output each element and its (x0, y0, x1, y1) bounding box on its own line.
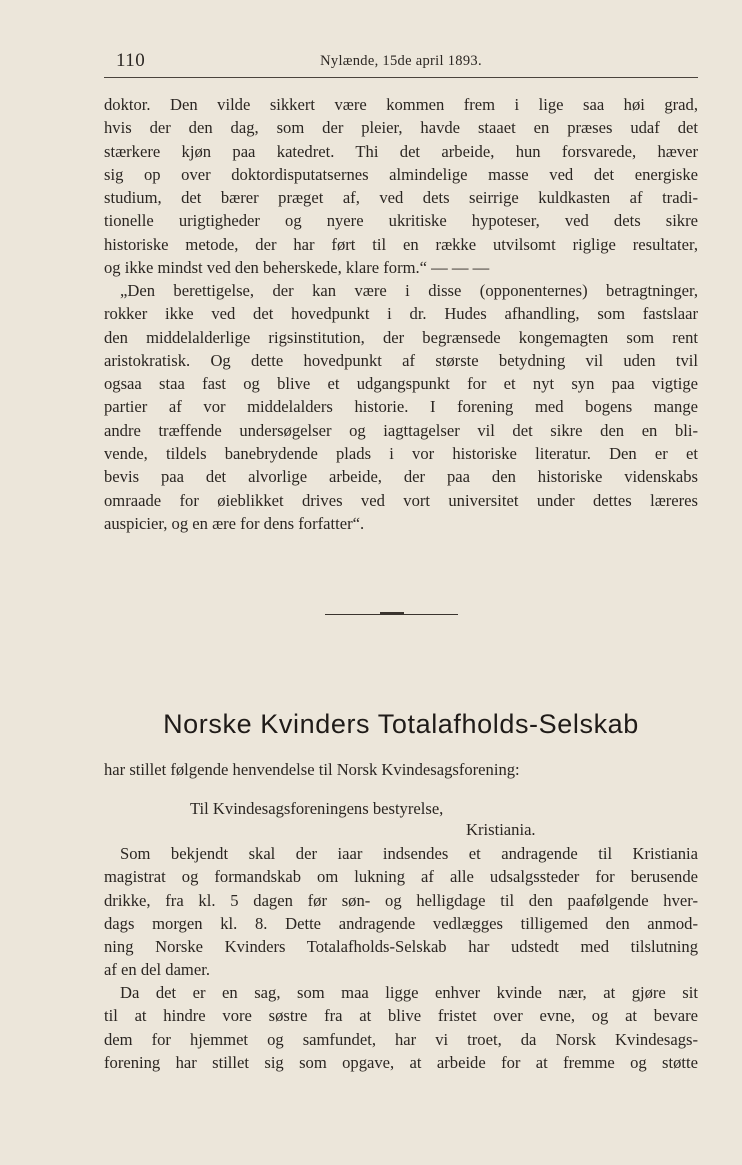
letter-place: Kristiania. (466, 820, 536, 839)
header-rule (104, 77, 698, 78)
text-line: historiske metode, der har ført til en række utvilsomt riglige resultater, (104, 234, 698, 254)
paragraph-som-bekjendt (104, 842, 698, 982)
page-header (104, 48, 698, 78)
text-line: auspicier, og en ære for dens forfatter“. (104, 513, 365, 533)
text-line: Som bekjendt skal der iaar indsendes et andragende til Kristiania (120, 844, 698, 863)
text-line: andre træffende undersøgelser og iagttagelser vil det sikre den en bli- (104, 420, 698, 440)
text-line: til at hindre vore søstre fra at blive fristet over evne, og at bevare (104, 1006, 698, 1026)
text-line: forening har stillet sig som opgave, at arbeide for at fremme og støtte (104, 1052, 698, 1072)
section-title: Norske Kvinders Totalafholds-Selskab (163, 709, 639, 739)
letter-salutation: Til Kvindesagsforeningens bestyrelse, (190, 799, 444, 818)
text-line: doktor. Den vilde sikkert være kommen frem i lige saa høi grad, (104, 95, 698, 114)
text-line: den middelalderlige rigsinstitution, der begrænsede kongemagten som rent (104, 327, 698, 347)
text-line: ning Norske Kvinders Totalafholds-Selskab har udstedt med tilslutning (104, 937, 698, 957)
text-line: og ikke mindst ved den beherskede, klare form.“ — — — (104, 258, 490, 278)
text-line: Da det er en sag, som maa ligge enhver kvinde nær, at gjøre sit (120, 983, 698, 1002)
paragraph-berettigelse (104, 279, 698, 535)
text-line: magistrat og formandskab om lukning af alle udsalgssteder for berusende (104, 867, 698, 887)
text-line: sig op over doktordisputatsernes almindelige masse ved det energiske (104, 164, 698, 184)
page-number: 110 (116, 50, 146, 71)
running-title: Nylænde, 15de april 1893. (320, 53, 482, 69)
section-separator-mark (380, 612, 404, 615)
text-line: „Den berettigelse, der kan være i disse (opponenternes) betragtninger, (120, 281, 698, 300)
text-line: vende, tildels banebrydende plads i vor historiske literatur. Den er et (104, 444, 698, 464)
text-line: af en del damer. (104, 960, 210, 980)
text-line: ogsaa staa fast og blive et udgangspunkt for et nyt syn paa vigtige (104, 374, 698, 394)
text-line: dem for hjemmet og samfundet, har vi troet, da Norsk Kvindesags- (104, 1029, 698, 1049)
paragraph-da-det (104, 981, 698, 1074)
text-line: rokker ikke ved det hovedpunkt i dr. Hudes afhandling, som fastslaar (104, 304, 698, 324)
text-line: tionelle urigtigheder og nyere ukritiske hypoteser, ved dets sikre (104, 211, 698, 231)
paragraph-doktor (104, 93, 698, 279)
text-line: stærkere kjøn paa katedret. Thi det arbeide, hun forsvarede, hæver (104, 141, 698, 161)
text-line: studium, det bærer præget af, ved dets seirrige kuldkasten af tradi- (104, 188, 698, 208)
text-line: omraade for øieblikket drives ved vort universitet under dettes læreres (104, 490, 698, 510)
text-line: bevis paa det alvorlige arbeide, der paa den historiske videnskabs (104, 467, 698, 487)
text-line: hvis der den dag, som der pleier, havde staaet en præses udaf det (104, 118, 698, 138)
section-intro: har stillet følgende henvendelse til Norsk Kvindesagsforening: (104, 760, 520, 779)
text-line: drikke, fra kl. 5 dagen før søn- og helligdage til den paafølgende hver- (104, 890, 698, 910)
text-line: dags morgen kl. 8. Dette andragende vedlægges tilligemed den anmod- (104, 913, 698, 933)
text-line: aristokratisk. Og dette hovedpunkt af største betydning vil uden tvil (104, 350, 698, 370)
text-line: partier af vor middelalders historie. I forening med bogens mange (104, 397, 698, 417)
